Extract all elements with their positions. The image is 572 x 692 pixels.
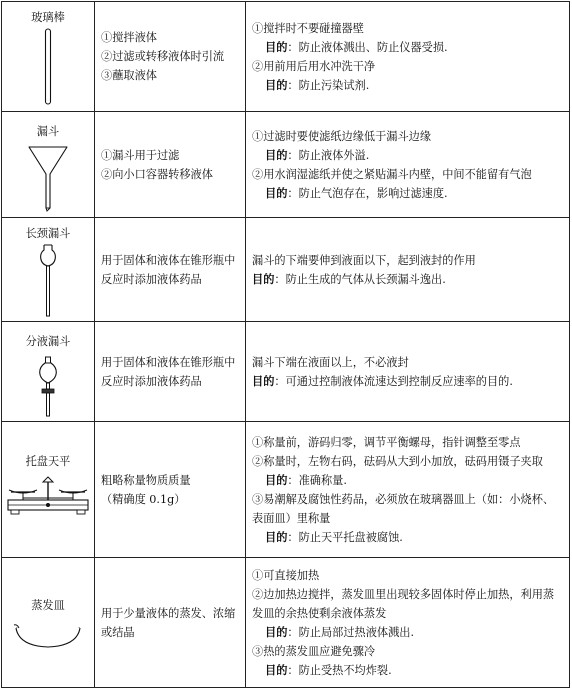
table-row	[2, 112, 570, 218]
note-line: ②用前用后用水冲洗干净	[252, 59, 376, 73]
instrument-name: 蒸发皿	[31, 599, 65, 612]
use-line: 粗略称量物质质量	[101, 473, 191, 487]
use-cell	[95, 112, 246, 218]
use-cell	[95, 558, 246, 688]
instrument-cell	[2, 2, 95, 112]
table-row	[2, 322, 570, 422]
note-purpose-line: 目的：准确称量.	[265, 472, 347, 487]
use-line: （精确度 0.1g）	[101, 492, 186, 506]
note-line: ②用水润湿滤纸并使之紧贴漏斗内壁，中间不能留有气泡	[252, 167, 532, 181]
note-line: 漏斗下端在液面以上，不必液封	[252, 355, 409, 369]
glass-rod-icon	[2, 28, 94, 106]
note-purpose-line: 目的：防止天平托盘被腐蚀.	[265, 529, 403, 544]
note-purpose-line: 目的：防止气泡存在，影响过滤速度.	[265, 185, 448, 200]
funnel-icon	[2, 144, 94, 214]
note-line: ①过滤时要使滤纸边缘低于漏斗边缘	[252, 129, 432, 143]
note-purpose-line: 目的：防止液体溅出、防止仪器受损.	[265, 39, 448, 54]
note-cell	[246, 218, 570, 322]
instrument-name: 分液漏斗	[25, 335, 71, 348]
instrument-cell	[2, 218, 95, 322]
instrument-cell	[2, 322, 95, 422]
evaporating-dish-icon	[2, 622, 94, 650]
note-cell	[246, 112, 570, 218]
use-cell	[95, 322, 246, 422]
balance-icon	[2, 476, 94, 518]
note-cell	[246, 558, 570, 688]
table-row	[2, 422, 570, 558]
note-purpose-line: 目的：可通过控制液体流速达到控制反应速率的目的.	[252, 373, 513, 388]
use-line: 用于固体和液体在锥形瓶中反应时添加液体药品	[101, 253, 236, 286]
note-purpose-line: 目的：防止污染试剂.	[265, 77, 370, 92]
instrument-cell	[2, 558, 95, 688]
note-purpose-line: 目的：防止生成的气体从长颈漏斗逸出.	[252, 271, 446, 286]
note-line: ③热的蒸发皿应避免骤冷	[252, 644, 376, 658]
use-line: ①搅拌液体	[101, 31, 157, 44]
note-line: ①可直接加热	[252, 568, 320, 582]
note-purpose-line: 目的：防止液体外溢.	[265, 147, 370, 162]
instrument-name: 长颈漏斗	[25, 227, 71, 240]
use-line: 用于固体和液体在锥形瓶中反应时添加液体药品	[101, 355, 236, 388]
note-cell	[246, 422, 570, 558]
use-line: ②向小口容器转移液体	[101, 167, 213, 181]
table-row	[2, 558, 570, 688]
instrument-name: 托盘天平	[25, 455, 71, 468]
long-neck-funnel-icon	[2, 244, 94, 318]
note-purpose-line: 目的：防止局部过热液体溅出.	[265, 624, 415, 639]
use-line: 用于少量液体的蒸发、浓缩或结晶	[101, 606, 236, 639]
separatory-funnel-icon	[2, 356, 94, 418]
note-line: ①称量前，游码归零，调节平衡螺母，指针调整至零点	[252, 435, 521, 449]
use-line: ②过滤或转移液体时引流	[101, 50, 225, 63]
use-cell	[95, 422, 246, 558]
note-line: 漏斗的下端要伸到液面以下，起到液封的作用	[252, 253, 476, 267]
instrument-name: 玻璃棒	[31, 11, 65, 24]
use-line: ③蘸取液体	[101, 69, 157, 82]
note-line: ②称量时，左物右码，砝码从大到小加放，砝码用镊子夹取	[252, 454, 543, 468]
instrument-cell	[2, 112, 95, 218]
lab-instruments-table	[1, 1, 570, 688]
instrument-cell	[2, 422, 95, 558]
note-cell	[246, 322, 570, 422]
note-line: ②边加热边搅拌，蒸发皿里出现较多固体时停止加热，利用蒸发皿的余热使剩余液体蒸发	[252, 587, 555, 620]
table-row	[2, 2, 570, 112]
note-cell	[246, 2, 570, 112]
note-line: ①搅拌时不要碰撞器壁	[252, 21, 364, 35]
note-purpose-line: 目的：防止受热不均炸裂.	[265, 662, 392, 677]
use-cell	[95, 218, 246, 322]
note-line: ③易潮解及腐蚀性药品，必须放在玻璃器皿上（如：小烧杯、表面皿）里称量	[252, 492, 555, 525]
table-row	[2, 218, 570, 322]
use-line: ①漏斗用于过滤	[101, 148, 180, 162]
instrument-name: 漏斗	[36, 125, 60, 138]
use-cell	[95, 2, 246, 112]
